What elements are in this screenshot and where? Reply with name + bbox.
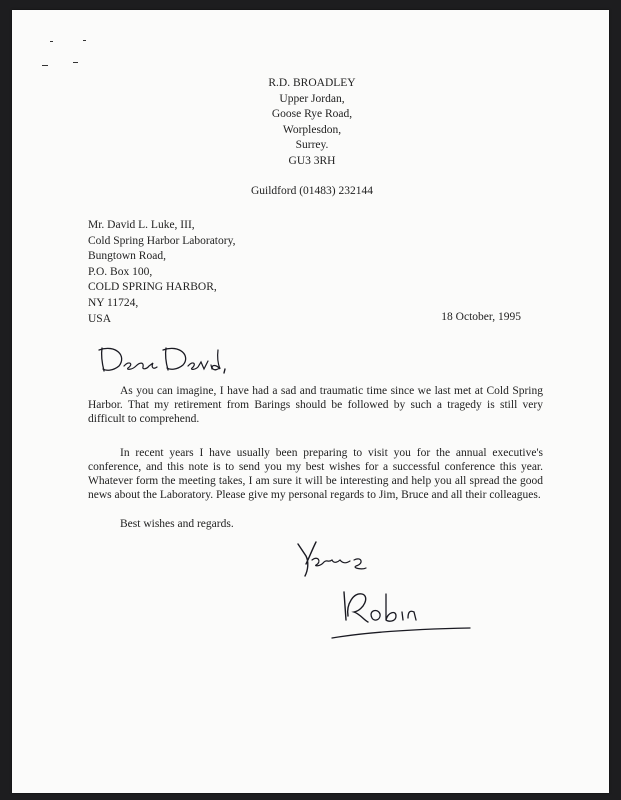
sender-name: R.D. BROADLEY bbox=[268, 77, 356, 89]
handwritten-yours bbox=[292, 538, 402, 582]
sender-address-line: Worplesdon, bbox=[282, 123, 342, 136]
recipient-line: Bungtown Road, bbox=[88, 250, 166, 263]
letterhead bbox=[212, 76, 412, 199]
sender-address-line: Goose Rye Road, bbox=[271, 108, 353, 121]
recipient-line: NY 11724, bbox=[88, 296, 139, 309]
recipient-line: COLD SPRING HARBOR, bbox=[88, 281, 217, 294]
recipient-line: Mr. David L. Luke, III, bbox=[88, 219, 195, 231]
paper-mark bbox=[73, 62, 78, 63]
sender-address-line: Upper Jordan, bbox=[279, 92, 345, 105]
paper-mark bbox=[42, 65, 48, 66]
recipient-address bbox=[88, 218, 235, 327]
paper-mark bbox=[83, 40, 86, 41]
recipient-line: USA bbox=[88, 312, 112, 325]
handwritten-salutation bbox=[94, 338, 234, 378]
letter-date: 18 October, 1995 bbox=[441, 311, 521, 323]
sender-address-line: Surrey. bbox=[295, 139, 329, 152]
recipient-line: Cold Spring Harbor Laboratory, bbox=[88, 234, 236, 247]
letter-body bbox=[88, 384, 543, 522]
recipient-line: P.O. Box 100, bbox=[88, 265, 153, 278]
body-paragraph: As you can imagine, I have had a sad and traumatic time since we last met at Cold Spring Harbor. That my retirement from Barings should be followed by such a tragedy is still very difficult to comprehend. bbox=[88, 385, 543, 425]
closing-line: Best wishes and regards. bbox=[120, 518, 234, 530]
paper-mark bbox=[50, 41, 53, 42]
letter-page bbox=[12, 10, 609, 793]
body-paragraph: In recent years I have usually been preparing to visit you for the annual executive's conference, and this note is to send you my best wishes for a successful conference this year. Whatever form the meeting takes, I am sure it will be interesting and help you all spread the good news about the Laboratory. Please give my personal regards to Jim, Bruce and all their colleagues. bbox=[88, 447, 543, 501]
handwritten-signature bbox=[328, 582, 478, 648]
sender-phone: Guildford (01483) 232144 bbox=[250, 184, 373, 197]
sender-postcode: GU3 3RH bbox=[288, 154, 336, 167]
